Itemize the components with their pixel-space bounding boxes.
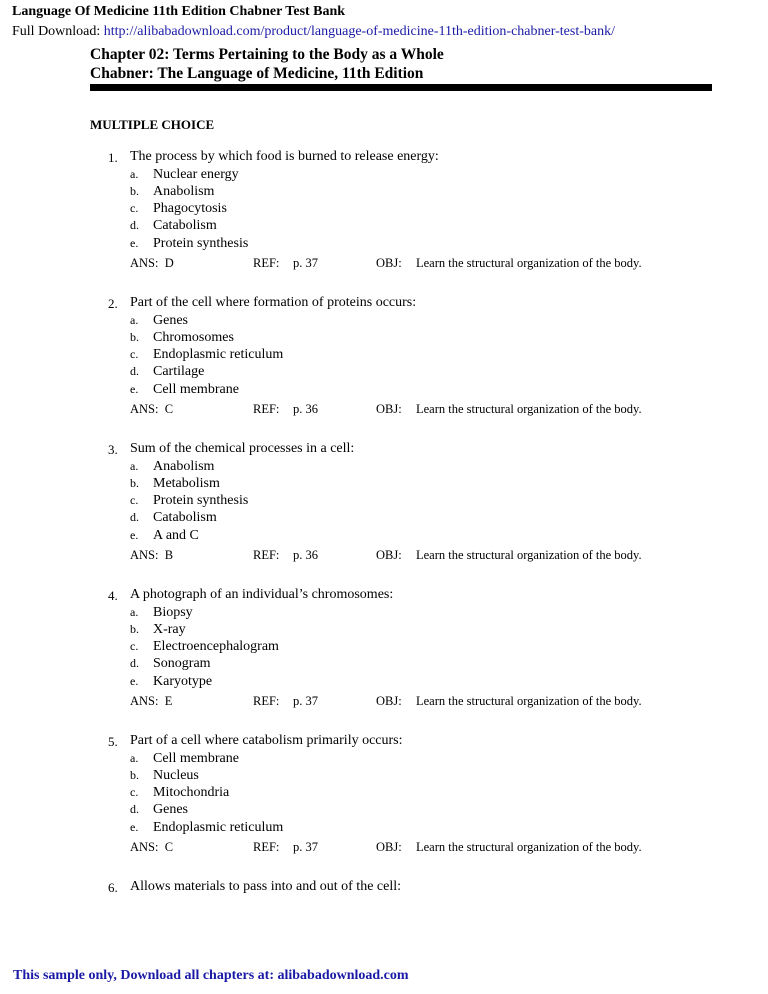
ref-page: p. 36 xyxy=(293,402,318,416)
ref-label: REF: xyxy=(253,402,280,416)
option-letter: b. xyxy=(130,767,139,782)
question-text: Part of the cell where formation of proteins occurs: xyxy=(130,295,417,310)
objective: Learn the structural organization of the body. xyxy=(416,256,642,270)
option-letter: a. xyxy=(130,312,139,327)
option-text: Cartilage xyxy=(153,364,205,380)
option-letter: c. xyxy=(130,785,139,800)
answer-key: ANS: C xyxy=(130,402,174,416)
answer-option xyxy=(130,510,217,526)
question-text: Sum of the chemical processes in a cell: xyxy=(130,441,355,456)
download-link[interactable]: http://alibabadownload.com/product/language-of-medicine-11th-edition-chabner-test-bank/ xyxy=(103,24,615,39)
option-letter: c. xyxy=(130,347,139,362)
ref-page: p. 37 xyxy=(293,694,318,708)
question xyxy=(0,150,768,296)
option-text: Electroencephalogram xyxy=(153,639,279,655)
answer-option xyxy=(130,768,199,784)
option-text: Nucleus xyxy=(153,767,199,783)
option-text: Genes xyxy=(153,312,188,328)
option-letter: d. xyxy=(130,218,139,233)
answer-option xyxy=(130,347,283,363)
answer-option xyxy=(130,459,214,475)
option-letter: b. xyxy=(130,183,139,198)
option-text: Phagocytosis xyxy=(153,201,227,217)
question-number: 3. xyxy=(108,442,118,457)
question-text: Part of a cell where catabolism primarily occurs: xyxy=(130,733,403,748)
option-text: Endoplasmic reticulum xyxy=(153,347,284,363)
answer-option xyxy=(130,751,239,767)
divider xyxy=(90,84,712,91)
option-letter: b. xyxy=(130,475,139,490)
option-letter: d. xyxy=(130,510,139,525)
footer-link[interactable]: This sample only, Download all chapters at: alibabadownload.com xyxy=(13,968,409,983)
answer-option xyxy=(130,184,214,200)
answer-option xyxy=(130,313,188,329)
answer-option xyxy=(130,493,248,509)
answer-option xyxy=(130,528,199,544)
option-text: Protein synthesis xyxy=(153,235,249,251)
download-line xyxy=(12,24,615,40)
answer-option xyxy=(130,674,212,690)
section-heading: MULTIPLE CHOICE xyxy=(90,117,215,132)
option-text: Biopsy xyxy=(153,604,193,620)
question-number: 4. xyxy=(108,588,118,603)
answer-option xyxy=(130,218,217,234)
answer-option xyxy=(130,330,234,346)
option-text: X-ray xyxy=(153,621,186,637)
answer-option xyxy=(130,236,248,252)
answer-option xyxy=(130,656,211,672)
obj-label: OBJ: xyxy=(376,840,402,854)
obj-label: OBJ: xyxy=(376,548,402,562)
question-number: 5. xyxy=(108,734,118,749)
option-letter: e. xyxy=(130,381,139,396)
ref-page: p. 37 xyxy=(293,256,318,270)
question xyxy=(0,296,768,442)
option-letter: c. xyxy=(130,639,139,654)
obj-label: OBJ: xyxy=(376,694,402,708)
option-text: Catabolism xyxy=(153,218,217,234)
option-text: Protein synthesis xyxy=(153,493,249,509)
option-text: Chromosomes xyxy=(153,329,234,345)
answer-option xyxy=(130,802,188,818)
option-letter: d. xyxy=(130,802,139,817)
option-text: Mitochondria xyxy=(153,785,230,801)
obj-label: OBJ: xyxy=(376,256,402,270)
answer-option xyxy=(130,364,204,380)
option-text: Anabolism xyxy=(153,458,215,474)
option-letter: a. xyxy=(130,166,139,181)
doc-title: Language Of Medicine 11th Edition Chabner Test Bank xyxy=(12,4,346,19)
question-number: 6. xyxy=(108,880,118,895)
option-letter: e. xyxy=(130,527,139,542)
answer-key: ANS: B xyxy=(130,548,174,562)
option-text: Cell membrane xyxy=(153,381,239,397)
answer-key: ANS: C xyxy=(130,840,174,854)
question-text: Allows materials to pass into and out of the cell: xyxy=(130,879,402,894)
option-letter: b. xyxy=(130,329,139,344)
answer-option xyxy=(130,476,220,492)
ref-label: REF: xyxy=(253,840,280,854)
answer-key: ANS: E xyxy=(130,694,173,708)
question-number: 1. xyxy=(108,150,118,165)
ref-label: REF: xyxy=(253,694,280,708)
answer-option xyxy=(130,201,227,217)
question xyxy=(0,588,768,734)
question-text: A photograph of an individual’s chromosomes: xyxy=(130,587,394,602)
option-letter: c. xyxy=(130,201,139,216)
obj-label: OBJ: xyxy=(376,402,402,416)
answer-option xyxy=(130,639,279,655)
answer-option xyxy=(130,820,283,836)
option-text: Genes xyxy=(153,802,188,818)
answer-key: ANS: D xyxy=(130,256,174,270)
question-number: 2. xyxy=(108,296,118,311)
option-letter: a. xyxy=(130,750,139,765)
option-letter: e. xyxy=(130,673,139,688)
option-text: Metabolism xyxy=(153,475,220,491)
option-letter: e. xyxy=(130,819,139,834)
option-letter: a. xyxy=(130,458,139,473)
answer-option xyxy=(130,382,239,398)
chapter-title: Chapter 02: Terms Pertaining to the Body as a Whole xyxy=(90,46,444,63)
option-text: Nuclear energy xyxy=(153,166,239,182)
question xyxy=(0,734,768,880)
answer-option xyxy=(130,167,239,183)
option-text: Sonogram xyxy=(153,656,211,672)
option-letter: a. xyxy=(130,604,139,619)
option-letter: b. xyxy=(130,621,139,636)
objective: Learn the structural organization of the body. xyxy=(416,694,642,708)
option-text: A and C xyxy=(153,527,199,543)
option-letter: e. xyxy=(130,235,139,250)
answer-option xyxy=(130,605,193,621)
answer-option xyxy=(130,785,229,801)
question xyxy=(0,442,768,588)
option-letter: c. xyxy=(130,493,139,508)
option-text: Karyotype xyxy=(153,673,213,689)
download-label: Full Download: xyxy=(12,24,101,39)
option-letter: d. xyxy=(130,364,139,379)
option-text: Endoplasmic reticulum xyxy=(153,819,284,835)
objective: Learn the structural organization of the body. xyxy=(416,402,642,416)
objective: Learn the structural organization of the body. xyxy=(416,548,642,562)
ref-label: REF: xyxy=(253,256,280,270)
book-title: Chabner: The Language of Medicine, 11th Edition xyxy=(90,65,424,82)
answer-option xyxy=(130,622,186,638)
option-text: Anabolism xyxy=(153,183,215,199)
ref-page: p. 37 xyxy=(293,840,318,854)
option-letter: d. xyxy=(130,656,139,671)
option-text: Catabolism xyxy=(153,510,217,526)
ref-page: p. 36 xyxy=(293,548,318,562)
option-text: Cell membrane xyxy=(153,750,239,766)
objective: Learn the structural organization of the body. xyxy=(416,840,642,854)
question-text: The process by which food is burned to release energy: xyxy=(130,149,439,164)
ref-label: REF: xyxy=(253,548,280,562)
